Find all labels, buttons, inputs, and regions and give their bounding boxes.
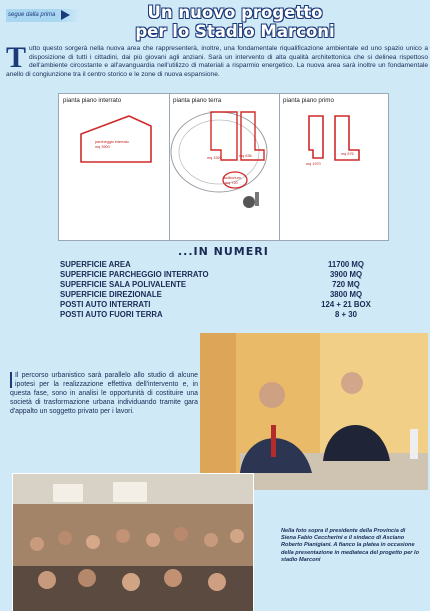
stat-label: SUPERFICIE DIREZIONALE [60, 290, 162, 299]
arrow-right-icon [61, 10, 70, 20]
intro-paragraph [6, 41, 428, 79]
basement-plan-label: pianta piano interrato [63, 97, 122, 104]
speaker-right-head [341, 372, 363, 394]
ground-right-area: mq 636 [239, 154, 252, 158]
speaker-left-head [259, 382, 285, 408]
floor-plans-figure [58, 93, 389, 241]
first-left-area: mq 1970 [306, 162, 321, 166]
photo-audience-illustration [13, 474, 253, 611]
parking-caption: parcheggio interrato [95, 140, 129, 144]
audience-head [78, 569, 96, 587]
stat-value: 3800 MQ [329, 290, 363, 299]
numbers-heading: ...IN NUMERI [178, 245, 269, 258]
audience-head [204, 533, 218, 547]
auditorium-area: mq 720 [225, 181, 238, 185]
stat-label: SUPERFICIE PARCHEGGIO INTERRATO [60, 270, 209, 279]
body-text: Il percorso urbanistico sarà parallelo allo studio di alcune ipotesi per la realizzazione effettiva dell'intervento e, in questa fase, sono in analisi le opportunità di costituire una società di trasformazione urbana individuando tramite gara d'appalto un soggetto privato per i lavori. [10, 372, 198, 416]
stat-value: 8 + 30 [335, 310, 357, 319]
stat-label: POSTI AUTO FUORI TERRA [60, 310, 163, 319]
body-paragraph [10, 371, 198, 416]
stat-value: 124 + 21 BOX [321, 300, 371, 309]
photo-caption: Nella foto sopra il presidente della Provincia di Siena Fabio Ceccherini e il sindaco di Asciano Roberto Pianigiani. A fianco la platea in occasione della presentazione in mediateca del progetto per lo stadio Marconi [281, 528, 420, 563]
audience-head [116, 529, 130, 543]
page-title-line2: per lo Stadio Marconi [135, 22, 335, 41]
ground-plan-label: pianta piano terra [173, 97, 222, 104]
ground-building-left [211, 112, 237, 160]
track-oval [171, 112, 267, 192]
audience-head [146, 533, 160, 547]
stat-label: SUPERFICIE SALA POLIVALENTE [60, 280, 187, 289]
intro-text: utto questo sorgerà nella nuova area che rappresenterà, inoltre, una fondamentale riqualificazione ambientale ed uno spazio unico a disposizione di tutti i cittadini, dai più giovani agli anziani. Sarà un intervento di alta qualità architettonica che si delinea rispettoso dell'ambiente circostante e all'avanguardia nell'utilizzo di materiali a risparmio energetico. La nuova area sarà inoltre un fondamentale anello di congiunzione tra il centro storico e le zone di nuova espansione. [6, 45, 428, 78]
stat-row [60, 300, 391, 310]
ground-left-area: mq 1920 [207, 156, 222, 160]
stat-row [60, 260, 391, 270]
water-bottle [410, 429, 418, 459]
first-right-area: mq 676 [341, 152, 354, 156]
floor-plans-drawing [59, 94, 388, 240]
stat-row [60, 310, 391, 320]
paragraph-marker [10, 372, 12, 388]
audience-head [208, 573, 226, 591]
stat-row [60, 290, 391, 300]
stat-label: SUPERFICIE AREA [60, 260, 131, 269]
audience-head [174, 527, 188, 541]
stat-label: POSTI AUTO INTERRATI [60, 300, 151, 309]
photo-wall-shade [200, 333, 236, 490]
audience-head [58, 531, 72, 545]
stat-value: 11700 MQ [328, 260, 364, 269]
photo-speakers-illustration [200, 333, 428, 490]
auditorium-caption: auditorium [223, 176, 241, 180]
speaker-left-tie [271, 425, 276, 457]
photo-window [53, 484, 83, 502]
audience-head [122, 573, 140, 591]
continued-from-label: segue dalla prima [8, 12, 56, 18]
audience-head [164, 569, 182, 587]
first-building-left [309, 116, 323, 158]
drop-cap: T [6, 41, 27, 74]
stat-row [60, 280, 391, 290]
stat-row [60, 270, 391, 280]
parking-outline [81, 116, 151, 162]
stat-value: 3900 MQ [329, 270, 363, 279]
stat-value: 720 MQ [332, 280, 360, 289]
audience-head [86, 535, 100, 549]
first-plan-label: pianta piano primo [283, 97, 334, 104]
audience-head [30, 537, 44, 551]
ground-building-right [241, 112, 264, 160]
photo-window [113, 482, 147, 502]
photo-audience [12, 473, 254, 611]
audience-head [230, 529, 244, 543]
tower-mark [255, 192, 259, 206]
fountain-dot [243, 196, 255, 208]
audience-head [38, 571, 56, 589]
parking-area: mq 3900 [95, 145, 110, 149]
page-title-line1: Un nuovo progetto [147, 3, 323, 22]
continued-from-tab [6, 9, 80, 22]
track-inner [179, 120, 259, 184]
photo-speakers [200, 333, 428, 490]
